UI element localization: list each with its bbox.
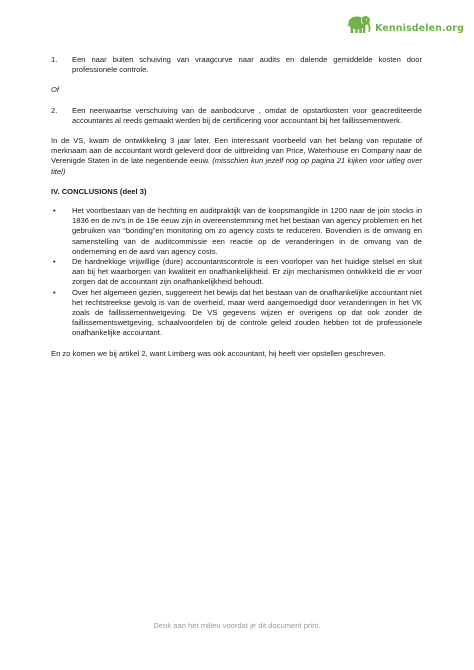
list-item-text: Over het algemeen gezien, suggereert het bewijs dat het bestaan van de onafhankelijke accountant niet het rechtstreekse gevolg is van de overheid, maar werd aangemoedigd door veranderingen in het VK zoals de faillissementwetgeving. De VS gegevens wijzen er overigens op dat ook zonder de faillissementswetgeving, schaalvoordelen bij de controle geleid zouden hebben tot de professionele onafhankelijke accountant.: [72, 287, 422, 338]
footer-note: Denk aan het milieu voordat je dit document print.: [153, 621, 321, 630]
list-item-text: Het voortbestaan van de hechting en auditpraktijk van de koopsmangilde in 1200 naar de join stocks in 1836 en de nv’s in de 19e eeuw zijn in overeenstemming met het bestaan van agency problemen en het gebruiken van “bonding”en monitoring om zo agency costs te reduceren. Bovendien is de omvang en samenstelling van de auditcommissie een reactie op de veranderingen in de omvang van de onderneming en de aard van agency costs.: [72, 206, 422, 256]
item-number: 2.: [51, 105, 58, 115]
bullet-icon: •: [53, 206, 56, 216]
elephant-icon: [347, 14, 373, 36]
list-item: [51, 206, 422, 257]
bullet-icon: •: [53, 257, 56, 267]
list-item-text: De hardnekkige vrijwillige (dure) accountantscontrole is een voorloper van het huidige stelsel en sluit aan bij het waarborgen van kwaliteit en onafhankelijkheid. Er zijn mechanismen ontwikkeld die er voor zorgen dat de accountant zijn onafhankelijkheid behoudt.: [72, 257, 422, 287]
numbered-item-1: [51, 55, 422, 75]
list-item: [51, 257, 422, 288]
closing-paragraph: En zo komen we bij artikel 2, want Limberg was ook accountant, hij heeft vier opstellen geschreven.: [51, 348, 386, 358]
document-content: [51, 55, 422, 369]
bullet-icon: •: [53, 287, 56, 297]
item-text: Een neerwaartse verschuiving van de aanbodcurve , omdat de opstartkosten voor geacrediteerde accountants al reeds gemaakt werden bij de certificering voor accountant bij het faillissementwerk.: [72, 105, 422, 125]
paragraph-italic-note: (misschien kun jezelf nog op pagina 21 kijken voor uitleg over titel): [51, 156, 422, 176]
list-item: [51, 288, 422, 339]
section-title: IV. CONCLUSIONS (deel 3): [51, 186, 147, 196]
of-label: Of: [51, 85, 60, 95]
paragraph-vs: [51, 136, 422, 177]
site-logo[interactable]: [347, 14, 464, 36]
item-number: 1.: [51, 55, 58, 64]
numbered-item-2: [51, 106, 422, 126]
item-text: Een naar buiten schuiving van vraagcurve naar audits en dalende gemiddelde kosten door professionele controle.: [72, 55, 422, 75]
conclusions-list: [51, 206, 422, 339]
logo-text: Kennisdelen.org: [375, 22, 464, 34]
paragraph-text: In de VS, kwam de ontwikkeling 3 jaar later. Een interessant voorbeeld van het belang van reputatie of merknaam aan de accountant wordt geleverd door de uitbreiding van Price, Waterhouse en Company naar de Verenigde Staten in de late negentiende eeuw.: [51, 136, 422, 166]
